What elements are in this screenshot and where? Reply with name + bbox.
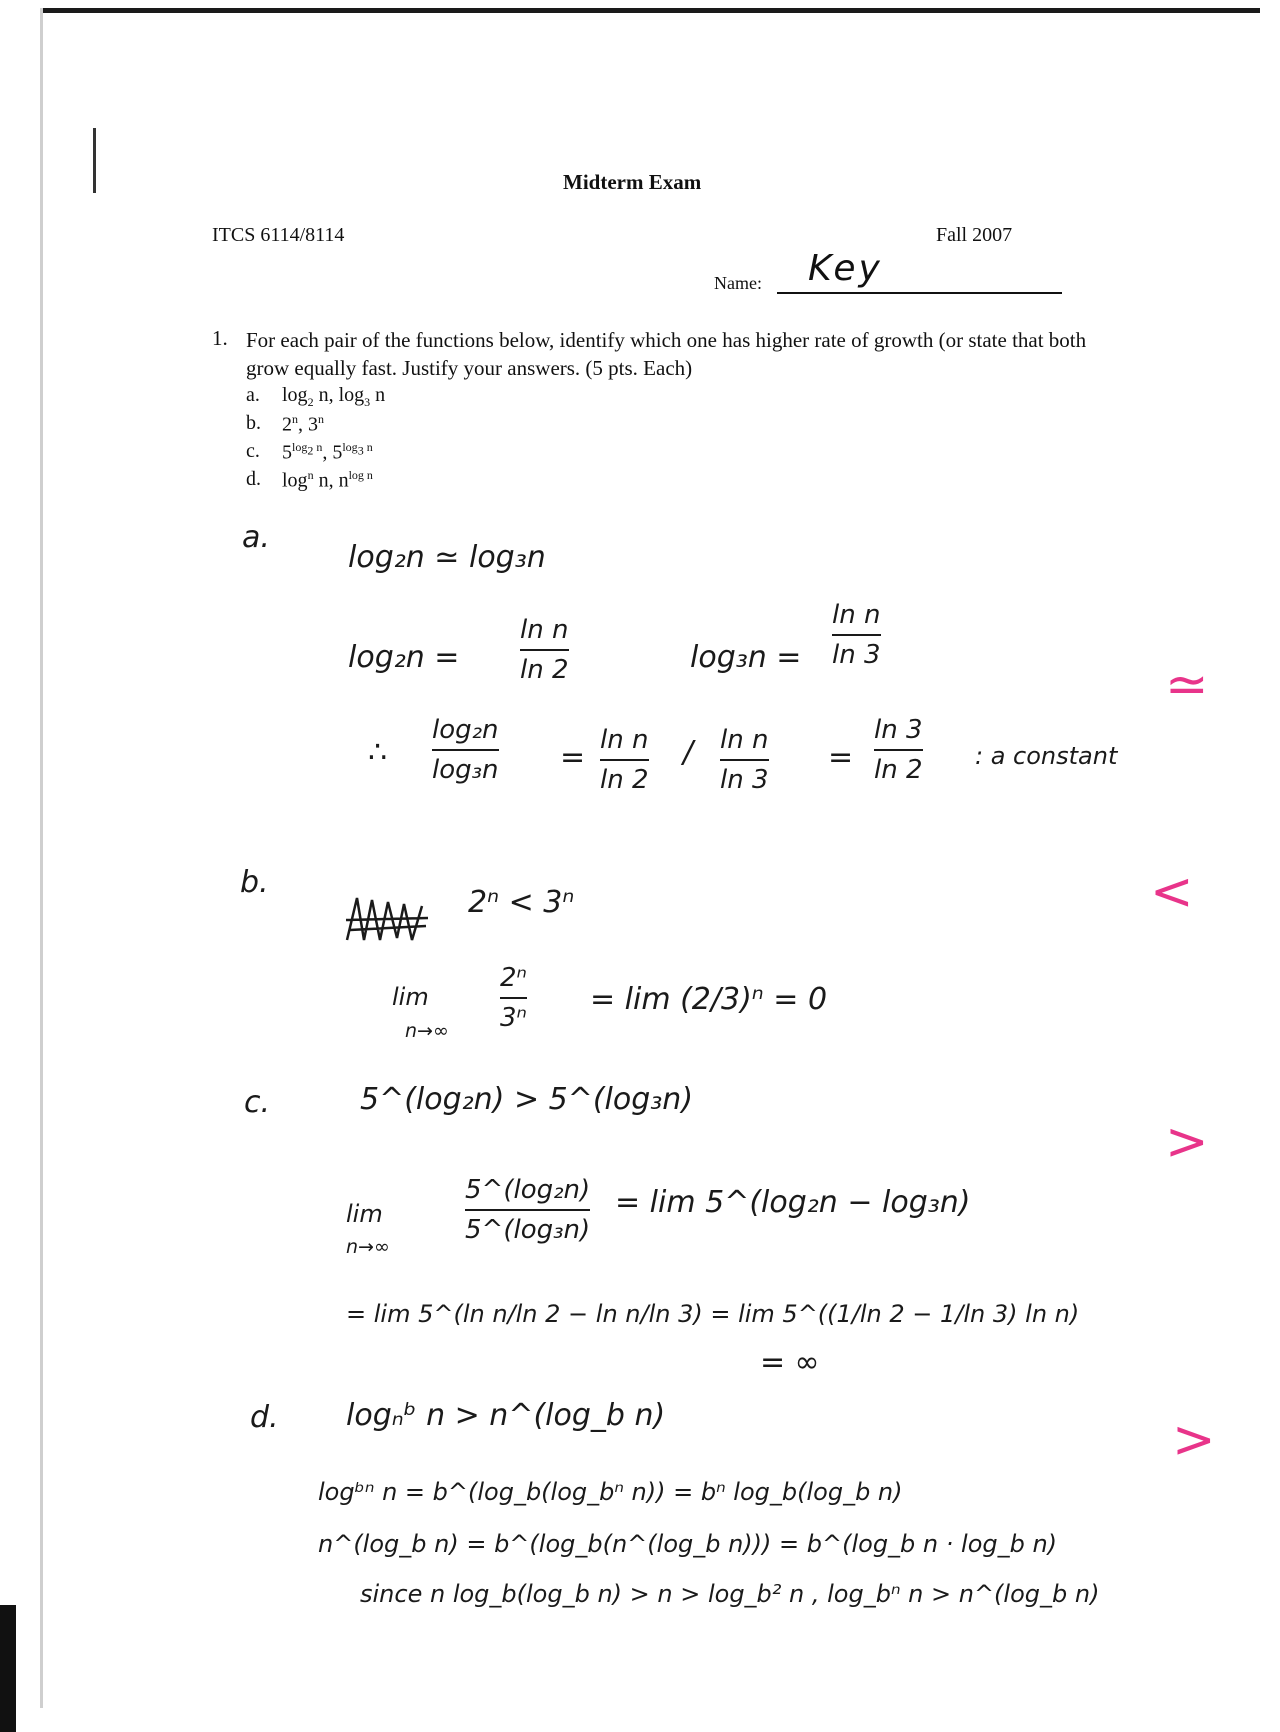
division-slash: / (683, 735, 694, 770)
mark-b: < (1150, 862, 1194, 922)
part-a-eq1-frac: ln n ln 2 (520, 615, 569, 685)
part-c-label: c. (244, 1085, 271, 1120)
part-d-claim: logₙᵇ n > n^(log_b n) (346, 1398, 666, 1433)
option-text: $\log_2 n$, $\log_3 n$ (282, 384, 386, 409)
name-label: Name: (714, 273, 762, 293)
option-letter: c. (246, 440, 260, 462)
option-letter: d. (246, 468, 261, 490)
part-a-label: a. (242, 520, 270, 555)
lim-label: lim (346, 1200, 383, 1228)
part-a-r2: ln n ln 3 (720, 725, 769, 795)
part-a-ratio: log₂n log₃n (432, 715, 499, 785)
scan-mark (93, 128, 96, 193)
part-a-note: : a constant (975, 742, 1118, 770)
part-b-frac: 2ⁿ 3ⁿ (500, 963, 527, 1033)
part-d-line2: n^(log_b n) = b^(log_b(n^(log_b n))) = b^(log_b n · log_b n) (318, 1530, 1058, 1558)
part-b-label: b. (240, 865, 269, 900)
part-c-claim: 5^(log₂n) > 5^(log₃n) (360, 1082, 694, 1117)
course-code: ITCS 6114/8114 (212, 224, 345, 246)
term: Fall 2007 (936, 224, 1013, 246)
part-a-claim: log₂n ≃ log₃n (348, 540, 546, 575)
option-text: $5^{log_2 n}$, $5^{log_3 n}$ (282, 440, 373, 464)
name-value: Key (808, 248, 883, 289)
part-a-result: ln 3 ln 2 (874, 715, 923, 785)
part-a-eq2-frac: ln n ln 3 (832, 600, 881, 670)
option-letter: a. (246, 384, 260, 406)
part-a-eq2-lhs: log₃n = (690, 640, 802, 675)
scan-shadow (0, 1605, 16, 1732)
mark-a: ≃ (1165, 655, 1209, 715)
option-letter: b. (246, 412, 261, 434)
mark-d: > (1172, 1410, 1216, 1470)
lim-subscript: n→∞ (405, 1020, 449, 1042)
lim-subscript: n→∞ (346, 1236, 390, 1258)
part-d-label: d. (250, 1400, 279, 1435)
name-underline (777, 292, 1062, 294)
part-c-frac: 5^(log₂n) 5^(log₃n) (465, 1175, 591, 1245)
page-title: Midterm Exam (563, 170, 702, 194)
scan-border-left (40, 8, 43, 1708)
part-a-r1: ln n ln 2 (600, 725, 649, 795)
part-c-line3: = ∞ (760, 1345, 820, 1380)
part-b-claim: 2ⁿ < 3ⁿ (468, 885, 575, 920)
option-text: 2$^n$, 3$^n$ (282, 412, 324, 436)
part-a-eq1-lhs: log₂n = (348, 640, 460, 675)
therefore-symbol: ∴ (368, 735, 388, 770)
scribble-mark (342, 890, 432, 950)
mark-c: > (1165, 1112, 1209, 1172)
option-text: $\log^n n$, $n^{log n}$ (282, 468, 373, 492)
equals-sign: = (560, 740, 586, 775)
part-d-line1: logᵇⁿ n = b^(log_b(log_bⁿ n)) = bⁿ log_b(log_b n) (318, 1478, 903, 1506)
question-text: For each pair of the functions below, identify which one has higher rate of growth (or state that both grow equally fast. Justify your answers. (5 pts. Each) (246, 328, 1087, 380)
question-number: 1. (212, 326, 228, 350)
lim-label: lim (392, 983, 429, 1011)
part-b-rhs: = lim (2/3)ⁿ = 0 (590, 982, 828, 1017)
part-d-line3: since n log_b(log_b n) > n > log_b² n , log_bⁿ n > n^(log_b n) (360, 1580, 1100, 1608)
part-c-line2: = lim 5^(ln n/ln 2 − ln n/ln 3) = lim 5^((1/ln 2 − 1/ln 3) ln n) (346, 1300, 1080, 1328)
part-c-line1-rhs: = lim 5^(log₂n − log₃n) (615, 1185, 971, 1220)
scan-border-top (40, 8, 1260, 13)
equals-sign: = (828, 740, 854, 775)
